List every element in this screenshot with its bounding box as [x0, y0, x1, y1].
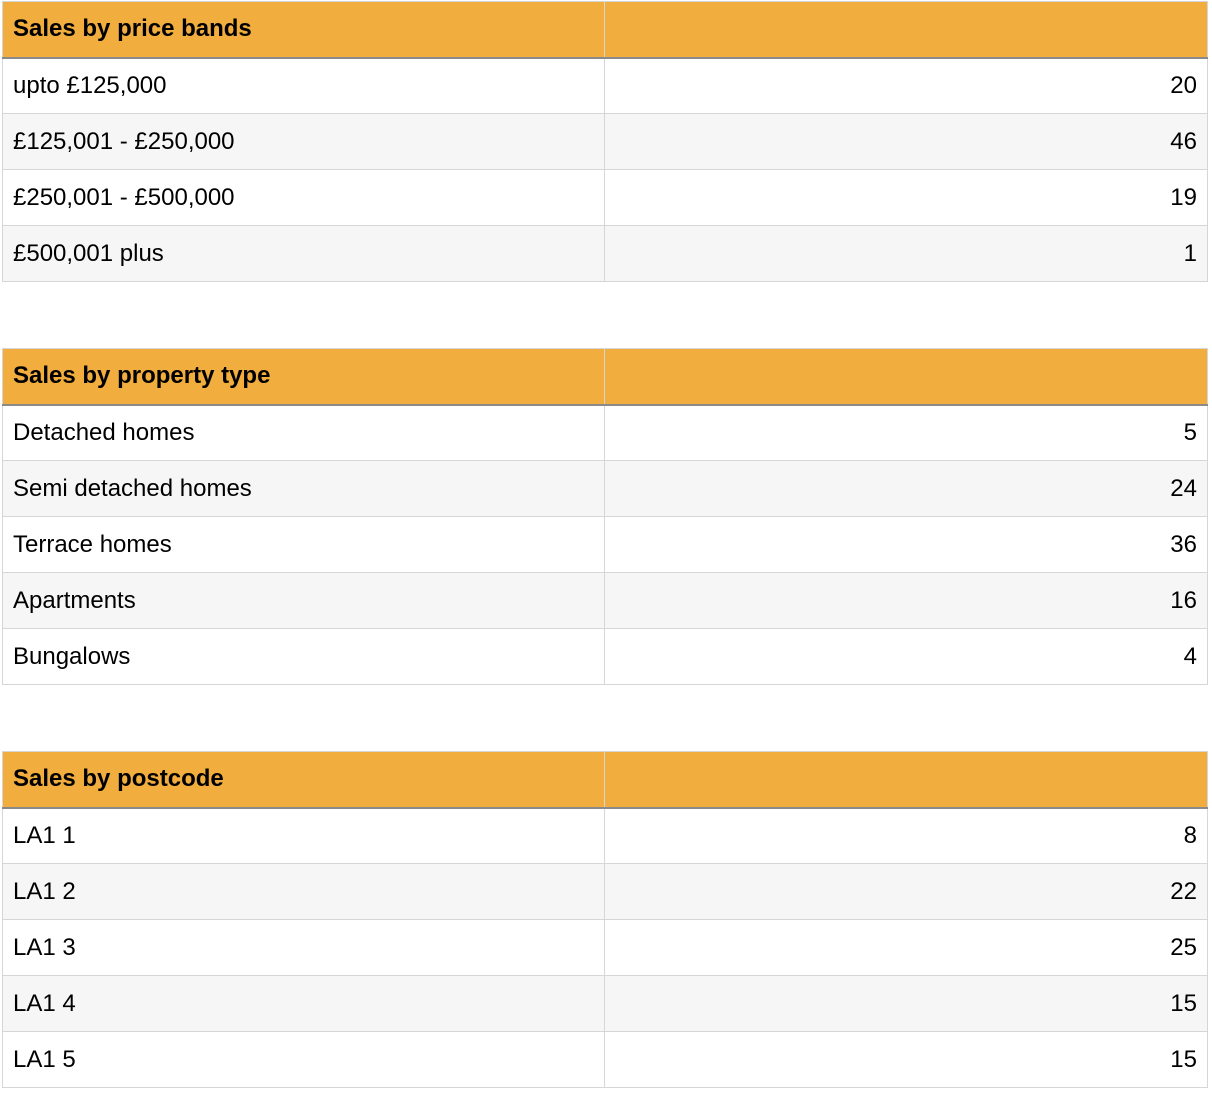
row-value: 8	[605, 808, 1208, 864]
row-value: 36	[605, 517, 1208, 573]
row-label: upto £125,000	[3, 58, 605, 114]
table-row	[3, 461, 1208, 517]
row-value: 25	[605, 920, 1208, 976]
row-label: LA1 1	[3, 808, 605, 864]
table-header-row	[3, 2, 1208, 58]
table-row	[3, 573, 1208, 629]
table-title: Sales by property type	[3, 349, 605, 405]
table-row	[3, 976, 1208, 1032]
table-row	[3, 226, 1208, 282]
table-header-empty-cell	[605, 752, 1208, 808]
row-label: £250,001 - £500,000	[3, 170, 605, 226]
table-header-row	[3, 752, 1208, 808]
table-row	[3, 920, 1208, 976]
row-value: 19	[605, 170, 1208, 226]
row-label: LA1 3	[3, 920, 605, 976]
row-value: 4	[605, 629, 1208, 685]
row-value: 22	[605, 864, 1208, 920]
table-row	[3, 517, 1208, 573]
table-header-row	[3, 349, 1208, 405]
row-label: LA1 4	[3, 976, 605, 1032]
table-row	[3, 170, 1208, 226]
row-value: 15	[605, 976, 1208, 1032]
row-value: 1	[605, 226, 1208, 282]
row-label: Apartments	[3, 573, 605, 629]
row-value: 46	[605, 114, 1208, 170]
table-row	[3, 629, 1208, 685]
row-label: Bungalows	[3, 629, 605, 685]
price-bands-table	[2, 1, 1208, 282]
table-row	[3, 405, 1208, 461]
row-value: 20	[605, 58, 1208, 114]
row-label: LA1 2	[3, 864, 605, 920]
table-header-empty-cell	[605, 2, 1208, 58]
property-type-table	[2, 348, 1208, 685]
table-row	[3, 114, 1208, 170]
table-header-empty-cell	[605, 349, 1208, 405]
row-label: £125,001 - £250,000	[3, 114, 605, 170]
row-label: Terrace homes	[3, 517, 605, 573]
row-value: 16	[605, 573, 1208, 629]
row-label: Semi detached homes	[3, 461, 605, 517]
table-row	[3, 864, 1208, 920]
table-row	[3, 1032, 1208, 1088]
postcode-table	[2, 751, 1208, 1088]
table-title: Sales by postcode	[3, 752, 605, 808]
table-row	[3, 58, 1208, 114]
table-title: Sales by price bands	[3, 2, 605, 58]
row-value: 5	[605, 405, 1208, 461]
row-value: 24	[605, 461, 1208, 517]
table-row	[3, 808, 1208, 864]
tables-container	[2, 0, 1207, 1088]
row-label: LA1 5	[3, 1032, 605, 1088]
row-label: Detached homes	[3, 405, 605, 461]
row-label: £500,001 plus	[3, 226, 605, 282]
row-value: 15	[605, 1032, 1208, 1088]
